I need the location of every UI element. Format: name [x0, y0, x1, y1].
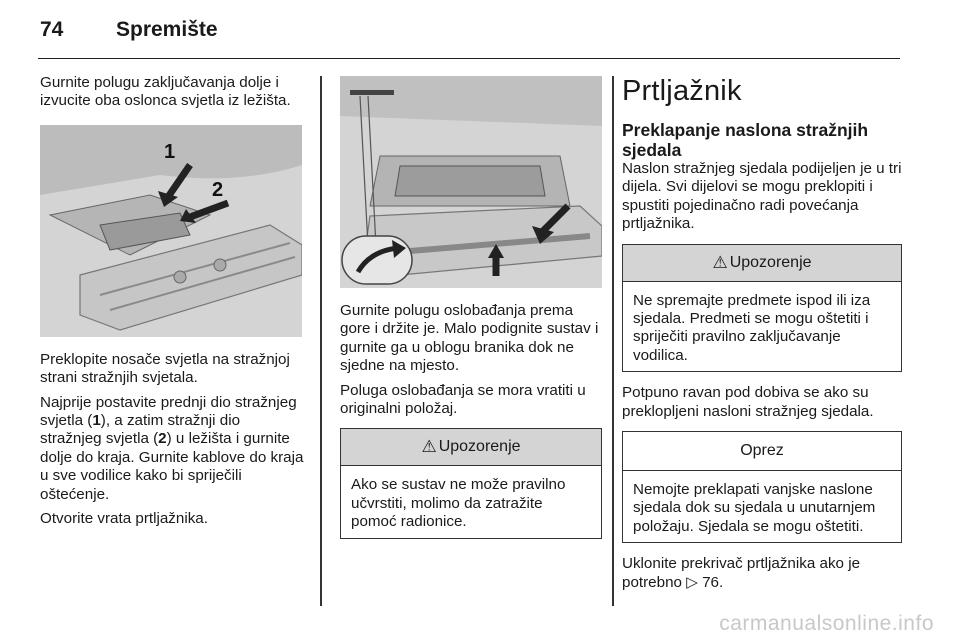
- instruction-paragraph: Potpuno ravan pod dobiva se ako su preklopljeni nasloni stražnjeg sjedala.: [622, 384, 874, 420]
- column-left: [40, 74, 304, 534]
- tail-light-carrier-figure: [40, 125, 302, 337]
- instruction-paragraph: Preklopite nosače svjetla na stražnjoj strani stražnjih svjetala.: [40, 350, 290, 387]
- warning-box: [622, 244, 902, 373]
- warning-title: Upozorenje: [438, 438, 521, 456]
- warning-text: Ako se sustav ne može pravilno učvrstiti, molimo da zatražite pomoć radionice.: [351, 476, 566, 531]
- caution-header: [623, 432, 901, 471]
- page-ref-arrow-icon: ▷: [686, 573, 698, 591]
- page-reference[interactable]: 76.: [702, 573, 724, 591]
- warning-triangle-icon: ⚠: [712, 252, 728, 272]
- instruction-paragraph: [40, 394, 304, 504]
- caution-title: Oprez: [740, 442, 784, 460]
- caution-text: Nemojte preklapati vanjske naslone sjedala dok su sjedala u unutarnjem položaju. Sjedala se mogu oštetiti.: [633, 481, 876, 535]
- warning-header: [341, 429, 601, 466]
- text-run: ), a zatim stražnji dio stražnjeg svjetla (: [40, 412, 241, 448]
- instruction-paragraph: Poluga oslobađanja se mora vratiti u originalni položaj.: [340, 381, 586, 418]
- warning-title: Upozorenje: [729, 253, 812, 271]
- section-title: Spremište: [116, 18, 218, 41]
- reference-number: 1: [92, 412, 101, 430]
- instruction-paragraph: Naslon stražnjeg sjedala podijeljen je u tri dijela. Svi dijelovi se mogu preklopiti i spustiti pojedinačno radi povećanja prtljažnika.: [622, 160, 902, 233]
- column-right: [622, 74, 902, 598]
- warning-text: Ne spremajte predmete ispod ili iza sjedala. Predmeti se mogu oštetiti i spriječiti pravilno zaključavanje vodilica.: [633, 291, 871, 364]
- chapter-heading: Prtljažnik: [622, 75, 742, 107]
- reference-number: 2: [158, 430, 167, 448]
- page-number: 74: [40, 18, 64, 41]
- figure-callout-2: 2: [212, 178, 224, 201]
- warning-header: [623, 245, 901, 282]
- release-lever-illustration: [340, 76, 602, 288]
- text-run: Uklonite prekrivač prtljažnika ako je potrebno: [622, 555, 861, 591]
- instruction-paragraph: Gurnite polugu oslobađanja prema gore i držite je. Malo podignite sustav i gurnite ga u oblogu branika dok ne sjedne na mjesto.: [340, 302, 599, 375]
- instruction-paragraph: Otvorite vrata prtljažnika.: [40, 510, 208, 528]
- column-divider: [320, 76, 322, 606]
- warning-triangle-icon: ⚠: [421, 437, 437, 457]
- warning-body: [623, 282, 901, 372]
- release-lever-figure: [340, 76, 602, 288]
- section-subheading: Preklapanje naslona stražnjih sjedala: [622, 120, 869, 160]
- warning-box: [340, 428, 602, 538]
- caution-box: [622, 431, 902, 543]
- figure-callout-1: 1: [164, 140, 176, 163]
- text-run: Najprije postavite prednji dio stražnjeg svjetla (: [40, 393, 297, 430]
- instruction-paragraph: Gurnite polugu zaključavanja dolje i izvucite oba oslonca svjetla iz ležišta.: [40, 74, 291, 110]
- warning-body: [341, 466, 601, 537]
- instruction-paragraph: [622, 555, 902, 592]
- watermark: carmanualsonline.info: [719, 612, 934, 635]
- caution-body: [623, 471, 901, 542]
- page-header: [38, 18, 900, 59]
- text-run: ) u ležišta i gurnite dolje do kraja. Gurnite kablove do kraja u sve vodilice kako bi spriječili oštećenje.: [40, 430, 304, 503]
- column-middle: [340, 74, 602, 551]
- column-divider: [612, 76, 614, 606]
